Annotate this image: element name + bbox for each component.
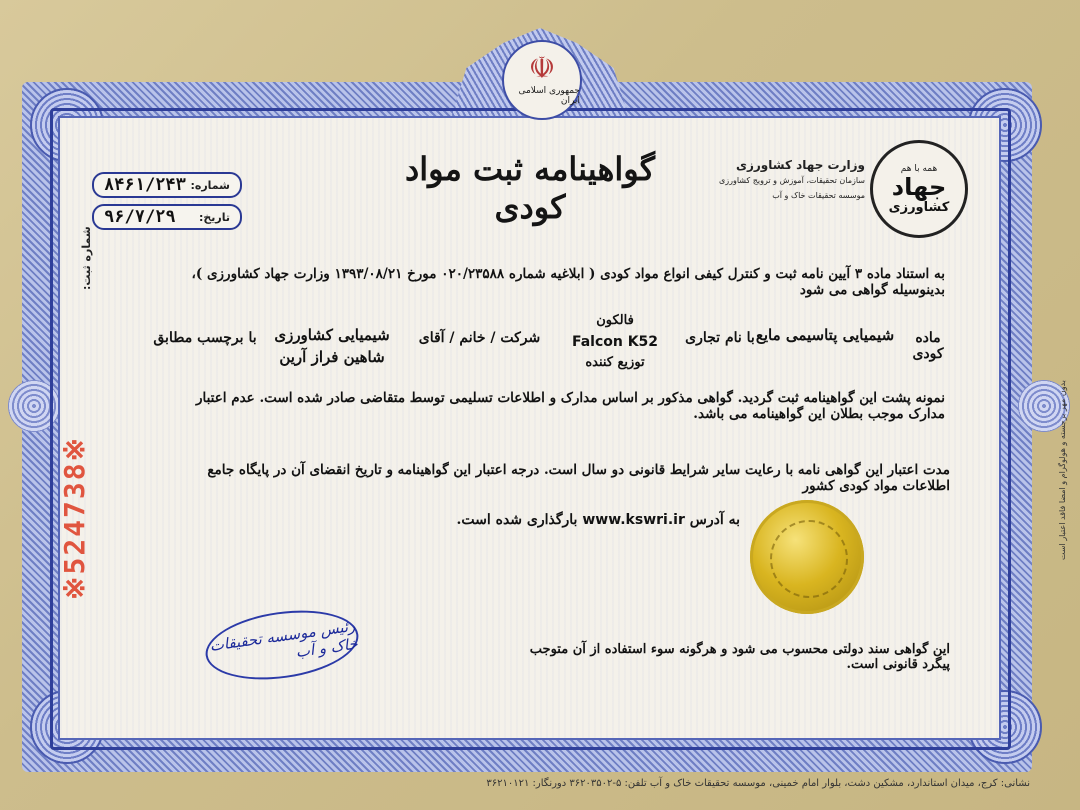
certificate-title: گواهینامه ثبت مواد کودی (405, 150, 655, 226)
company-value-a: شیمیایی کشاورزی (274, 326, 390, 344)
date-label: تاریخ: (198, 210, 230, 224)
ministry-header (705, 158, 865, 203)
validity-side-note: بدون مهر برجسته و هولوگرام و امضا فاقد اعتبار است (1058, 380, 1067, 560)
footer-address: نشانی: کرج، میدان استاندارد، مشکین دشت، بلوار امام خمینی، موسسه تحقیقات خاک و آب تلفن: ۵-۳۶۲۰۳۵۰۲ دورنگار: ۳۶۲۱۰۱۲۱ (486, 778, 1030, 789)
logo-main-text: جهاد (891, 172, 947, 201)
brand-value-fa: فالکون (596, 313, 634, 328)
organization-name: سازمان تحقیقات، آموزش و ترویج کشاورزی (718, 176, 865, 185)
label-brand: با نام تجاری (685, 330, 755, 346)
company-value-b: شاهین فراز آرین (279, 348, 385, 366)
address-suffix: بارگذاری شده است. (456, 512, 578, 528)
label-distributor: توزیع کننده (585, 355, 645, 370)
legal-warning: این گواهی سند دولتی محسوب می شود و هرگونه سوء استفاده از آن متوجب پیگرد قانونی است. (529, 642, 950, 672)
iran-emblem (502, 40, 582, 120)
registration-side-label: شماره ثبت: (80, 226, 93, 290)
seal-inner-ring (770, 520, 848, 598)
address-prefix: به آدرس (689, 512, 740, 528)
body-line-3: نمونه پشت این گواهینامه ثبت گردید. گواهی مذکور بر اساس مدارک و اطلاعات تسلیمی توسط متقاضی صادر شده است. عدم اعتبار مدارک موجب بطلان این گواهینامه می باشد. (195, 390, 945, 422)
material-value: شیمیایی پتاسیمی مایع (755, 326, 895, 344)
date-box (92, 204, 242, 230)
brand-value-en: Falcon K52 (571, 334, 659, 350)
emblem-caption: جمهوری اسلامی ایران (518, 86, 580, 106)
jihad-logo (870, 140, 968, 238)
serial-number (58, 530, 288, 600)
body-line-5 (420, 512, 740, 528)
institute-name: موسسه تحقیقات خاک و آب (772, 191, 865, 200)
number-label: شماره: (190, 178, 230, 192)
number-box (92, 172, 242, 198)
gold-hologram-seal (750, 500, 864, 614)
ministry-name: وزارت جهاد کشاورزی (735, 158, 865, 172)
logo-sub-text: کشاورزی (888, 199, 950, 215)
logo-top-text: همه با هم (900, 163, 938, 174)
date-value: ۹۶/۷/۲۹ (104, 207, 176, 227)
label-material: ماده کودی (912, 330, 944, 362)
emblem-icon: ☫ (528, 51, 556, 86)
label-company: شرکت / خانم / آقای (418, 330, 541, 346)
body-line-4: مدت اعتبار این گواهی نامه با رعایت سایر شرایط قانونی دو سال است. درجه اعتبار این گواهینامه و تاریخ انقضای آن در پایگاه جامع اطلاعات مواد کودی کشور (207, 462, 950, 494)
number-value: ۸۴۶۱/۲۴۳ (104, 175, 186, 195)
website-url[interactable]: www.kswri.ir (582, 512, 685, 528)
body-line-1: به استناد ماده ۳ آیین نامه ثبت و کنترل کیفی انواع مواد کودی ( ابلاغیه شماره ۰۲۰/۲۳۵۸۸ مورخ ۱۳۹۳/۰۸/۲۱ وزارت جهاد کشاورزی )، بدینوسیله گواهی می شود (191, 266, 945, 298)
label-label: با برچسب مطابق (153, 330, 257, 346)
signature-stamp-text: رئیس موسسه تحقیقات خاک و آب (208, 616, 359, 662)
